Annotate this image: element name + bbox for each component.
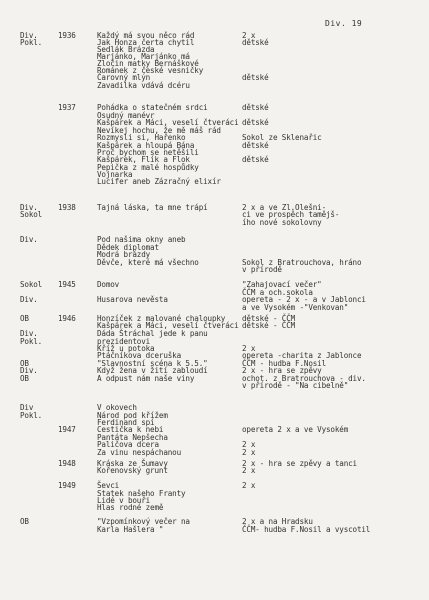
play-title: Rozmysli si, Hařenko: [97, 133, 186, 142]
year-label: 1947: [58, 425, 76, 434]
venue-code: OB: [20, 517, 29, 526]
venue-code: Div.: [20, 203, 38, 212]
play-note: ího nové sokolovny: [242, 218, 322, 227]
play-title: Lidé v bouři: [97, 496, 151, 505]
play-title: Pepička z malé hospůdky: [97, 163, 199, 172]
play-title: Pohádka o statečném srdci: [97, 103, 208, 112]
play-note: ochot. z Bratrouchova - div.: [242, 374, 366, 383]
play-title: Za vinu nespáchanou: [97, 448, 182, 457]
venue-code: OB: [20, 359, 29, 368]
play-title: A odpust nám naše viny: [97, 374, 195, 383]
play-title: Lucifer aneb Zázračný elixír: [97, 177, 221, 186]
play-title: Modrá brázdy: [97, 250, 151, 259]
venue-code: Sokol: [20, 280, 43, 289]
play-title: Nevíkej hochu, že mě máš rád: [97, 126, 221, 135]
play-note: dětské: [242, 155, 269, 164]
play-title: Zločin matky Bernáškové: [97, 59, 199, 68]
play-note: dětské: [242, 141, 269, 150]
play-note: 2 x: [242, 466, 256, 475]
play-note: Sokol ze Sklenařic: [242, 133, 322, 142]
play-title: Domov: [97, 280, 120, 289]
venue-code: Div.: [20, 329, 38, 338]
play-note: opereta 2 x a ve Vysokém: [242, 425, 349, 434]
play-note: ci ve prospěch tamějš-: [242, 210, 340, 219]
venue-code: OB: [20, 374, 29, 383]
play-title: Každý má svou něco rád: [97, 31, 195, 40]
play-title: Ferdinand spí: [97, 418, 155, 427]
play-title: Honzíček z malované chaloupky: [97, 314, 226, 323]
play-note: v přírodě - "Na cibelně": [242, 381, 349, 390]
play-note: a ve Vysokém -"Venkovan": [242, 303, 349, 312]
year-label: 1936: [58, 31, 76, 40]
play-title: Cestička k nebi: [97, 425, 164, 434]
play-title: Národ pod křížem: [97, 411, 168, 420]
play-title: Čarovný mlýn: [97, 73, 151, 82]
play-title: Husarova nevěsta: [97, 295, 168, 304]
play-title: Paličova dcera: [97, 440, 159, 449]
year-label: 1938: [58, 203, 76, 212]
year-label: 1949: [58, 481, 76, 490]
play-note: 2 x: [242, 344, 256, 353]
play-title: Kašpárek, Flík a Flok: [97, 155, 190, 164]
play-note: 2 x: [242, 31, 256, 40]
play-title: "Vzpomínkový večer na: [97, 517, 190, 526]
year-label: 1946: [58, 314, 76, 323]
venue-code: Pokl.: [20, 38, 43, 47]
play-title: Tajná láska, ta mne trápí: [97, 203, 208, 212]
play-title: Jak Honza čerta chytil: [97, 38, 195, 47]
play-note: dětské: [242, 38, 269, 47]
venue-code: Div.: [20, 31, 38, 40]
play-title: Ševci: [97, 481, 120, 490]
play-title: "Slavnostní scéna k 5.5.": [97, 359, 208, 368]
play-title: Hlas rodné země: [97, 503, 164, 512]
venue-code: Pokl.: [20, 411, 43, 420]
year-label: 1948: [58, 459, 76, 468]
play-title: Když žena v žití zabloudí: [97, 366, 208, 375]
play-note: 2 x: [242, 440, 256, 449]
play-note: dětské - ČČM: [242, 314, 296, 323]
play-note: 2 x - hra se zpěvy: [242, 366, 322, 375]
play-note: "Zahajovací večer": [242, 280, 322, 289]
venue-code: Sokol: [20, 210, 43, 219]
year-label: 1937: [58, 103, 76, 112]
play-title: Kořenovský grunt: [97, 466, 168, 475]
play-title: Osudný manévr: [97, 111, 155, 120]
venue-code: OB: [20, 314, 29, 323]
venue-code: Pokl.: [20, 337, 43, 346]
play-note: 2 x: [242, 481, 256, 490]
play-title: Statek našeho Franty: [97, 489, 186, 498]
play-note: Sokol z Bratrouchova, hráno: [242, 258, 362, 267]
play-note: ČČM a och.sokola: [242, 288, 313, 297]
play-title: Marjánko, Marjánko má: [97, 52, 190, 61]
venue-code: Div: [20, 403, 34, 412]
play-title: Pantáta Nepšecha: [97, 433, 168, 442]
venue-code: Div.: [20, 366, 38, 375]
play-title: Ptáčníkova dceruška: [97, 351, 182, 360]
play-title: Kříž u potoka: [97, 344, 155, 353]
play-title: Pod našima okny aneb: [97, 235, 186, 244]
play-note: ČČM- hudba F.Nosil a vyscotil: [242, 525, 371, 534]
play-title: V okovech: [97, 403, 137, 412]
play-title: Dáda Štráchal jede k panu: [97, 329, 208, 338]
play-title: prezidentovi: [97, 337, 151, 346]
venue-code: Div.: [20, 235, 38, 244]
play-note: ČČM - hudba F.Nosil: [242, 359, 327, 368]
play-note: dětské - ČČM: [242, 321, 296, 330]
play-title: Děvče, které má všechno: [97, 258, 199, 267]
play-note: opereta - 2 x - a v Jablonci: [242, 295, 366, 304]
play-title: Vojnarka: [97, 170, 133, 179]
play-title: Kráska ze Šumavy: [97, 459, 168, 468]
play-title: Kašpárek a Máci, veselí čtveráci: [97, 118, 239, 127]
play-note: dětské: [242, 73, 269, 82]
play-title: Kašpárek a hloupá Bána: [97, 141, 195, 150]
year-label: 1945: [58, 280, 76, 289]
play-note: opereta -charita z Jablonce: [242, 351, 362, 360]
venue-code: Div.: [20, 295, 38, 304]
play-note: 2 x a na Hradsku: [242, 517, 313, 526]
play-title: Sedlák Brázda: [97, 45, 155, 54]
play-note: v přírodě: [242, 265, 282, 274]
play-note: 2 x - hra se zpěvy a tanci: [242, 459, 357, 468]
play-title: Karla Hašlera ": [97, 525, 164, 534]
play-title: Proč bychom se netěšili: [97, 148, 199, 157]
play-title: Kašpárek a Máci, veselí čtveráci: [97, 321, 239, 330]
play-title: Románek z české vesničky: [97, 66, 204, 75]
play-note: dětské: [242, 103, 269, 112]
play-note: dětské: [242, 118, 269, 127]
page-header: Div. 19: [325, 19, 363, 28]
play-note: 2 x: [242, 448, 256, 457]
play-title: Zavadilka vdává dcéru: [97, 81, 190, 90]
play-title: Dědek diplomat: [97, 243, 159, 252]
play-note: 2 x a ve Zl.Olešni-: [242, 203, 327, 212]
